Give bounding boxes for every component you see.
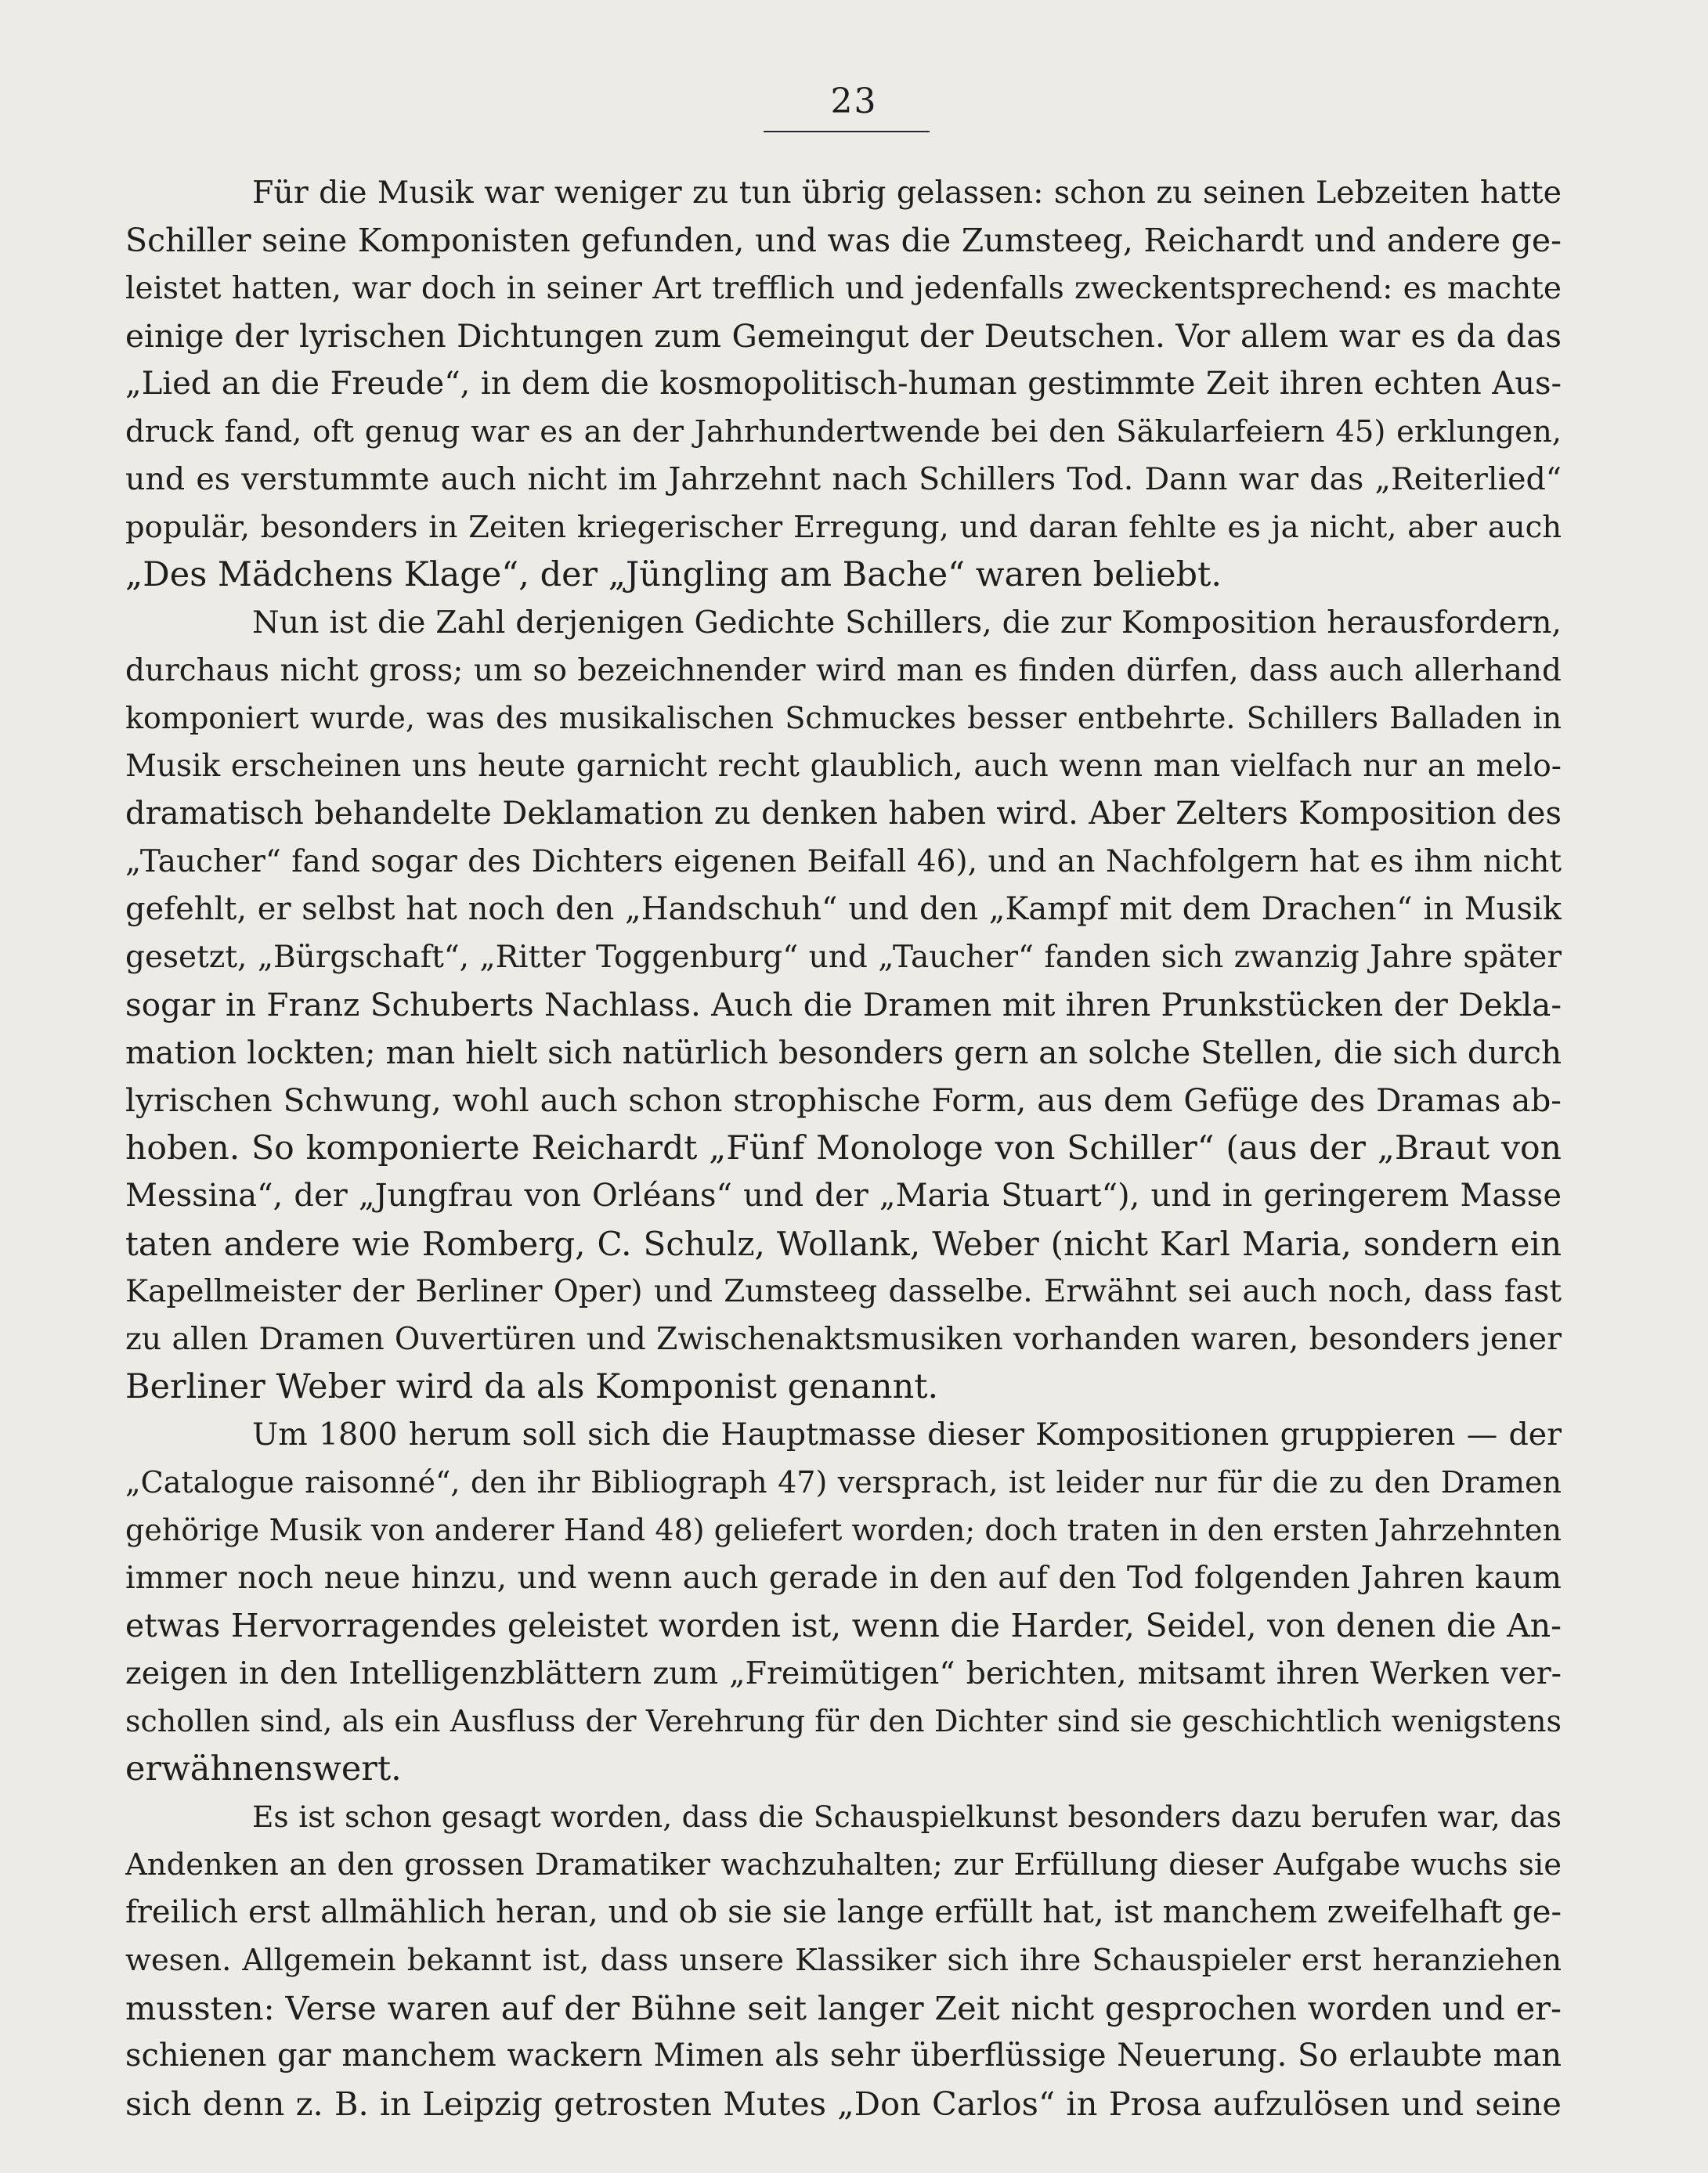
text-line: Kapellmeister der Berliner Oper) und Zumsteeg dasselbe. Erwähnt sei auch noch, dass fast bbox=[125, 1274, 1562, 1309]
text-line: sogar in Franz Schuberts Nachlass. Auch die Dramen mit ihren Prunkstücken der Dekla- bbox=[125, 986, 1562, 1023]
text-line: „Catalogue raisonné“, den ihr Bibliograph 47) versprach, ist leider nur für die zu den Dramen bbox=[125, 1465, 1562, 1500]
text-line: Nun ist die Zahl derjenigen Gedichte Schillers, die zur Komposition herausfordern, bbox=[252, 605, 1562, 641]
text-line: und es verstummte auch nicht im Jahrzehnt nach Schillers Tod. Dann war das „Reiterlied“ bbox=[125, 461, 1562, 497]
text-line: druck fand, oft genug war es an der Jahrhundertwende bei den Säkularfeiern 45) erklungen, bbox=[125, 414, 1562, 449]
text-line: „Taucher“ fand sogar des Dichters eigenen Beifall 46), und an Nachfolgern hat es ihm nicht bbox=[125, 844, 1562, 879]
text-line: Andenken an den grossen Dramatiker wachzuhalten; zur Erfüllung dieser Aufgabe wuchs sie bbox=[125, 1847, 1562, 1882]
text-line: lyrischen Schwung, wohl auch schon strophische Form, aus dem Gefüge des Dramas ab- bbox=[125, 1081, 1562, 1119]
text-line: gehörige Musik von anderer Hand 48) geliefert worden; doch traten in den ersten Jahrzehnten bbox=[125, 1513, 1562, 1547]
text-line: „Lied an die Freude“, in dem die kosmopolitisch-human gestimmte Zeit ihren echten Aus- bbox=[125, 366, 1562, 402]
text-line: schollen sind, als ein Ausfluss der Verehrung für den Dichter sind sie geschichtlich wenigstens bbox=[125, 1704, 1562, 1738]
text-line: wesen. Allgemein bekannt ist, dass unsere Klassiker sich ihre Schauspieler erst heranziehen bbox=[125, 1943, 1562, 1978]
text-line: Messina“, der „Jungfrau von Orléans“ und der „Maria Stuart“), und in geringerem Masse bbox=[125, 1178, 1562, 1214]
text-line: mation lockten; man hielt sich natürlich besonders gern an solche Stellen, die sich durch bbox=[125, 1034, 1562, 1071]
text-line: mussten: Verse waren auf der Bühne seit langer Zeit nicht gesprochen worden und er- bbox=[125, 1989, 1562, 2027]
text-line: taten andere wie Romberg, C. Schulz, Wollank, Weber (nicht Karl Maria, sondern ein bbox=[125, 1225, 1562, 1263]
text-line: freilich erst allmählich heran, und ob sie sie lange erfüllt hat, ist manchem zweifelhaft ge- bbox=[125, 1894, 1562, 1930]
text-line: hoben. So komponierte Reichardt „Fünf Monologe von Schiller“ (aus der „Braut von bbox=[125, 1129, 1562, 1168]
text-line: Es ist schon gesagt worden, dass die Schauspielkunst besonders dazu berufen war, das bbox=[252, 1799, 1562, 1834]
body-text bbox=[125, 169, 1562, 2128]
text-line: dramatisch behandelte Deklamation zu denken haben wird. Aber Zelters Komposition des bbox=[125, 796, 1562, 832]
text-line: „Des Mädchens Klage“, der „Jüngling am Bache“ waren beliebt. bbox=[125, 555, 1222, 594]
text-line: Schiller seine Komponisten gefunden, und was die Zumsteeg, Reichardt und andere ge- bbox=[125, 222, 1562, 259]
text-line: erwähnenswert. bbox=[125, 1749, 402, 1789]
text-line: durchaus nicht gross; um so bezeichnender wird man es finden dürfen, dass auch allerhand bbox=[125, 653, 1562, 688]
text-line: zu allen Dramen Ouvertüren und Zwischenaktsmusiken vorhanden waren, besonders jener bbox=[125, 1321, 1562, 1357]
text-line: zeigen in den Intelligenzblättern zum „Freimütigen“ berichten, mitsamt ihren Werken ver- bbox=[125, 1655, 1562, 1691]
paragraph-3 bbox=[125, 1411, 1562, 1793]
header-rule bbox=[764, 131, 930, 132]
paragraph-2 bbox=[125, 599, 1562, 1411]
text-line: populär, besonders in Zeiten kriegerischer Erregung, und daran fehlte es ja nicht, aber auch bbox=[125, 510, 1562, 545]
text-line: leistet hatten, war doch in seiner Art trefflich und jedenfalls zweckentsprechend: es machte bbox=[125, 271, 1562, 306]
text-line: Musik erscheinen uns heute garnicht recht glaublich, auch wenn man vielfach nur an melo- bbox=[125, 749, 1562, 784]
text-line: immer noch neue hinzu, und wenn auch gerade in den auf den Tod folgenden Jahren kaum bbox=[125, 1560, 1562, 1596]
text-line: komponiert wurde, was des musikalischen Schmuckes besser entbehrte. Schillers Balladen in bbox=[125, 701, 1562, 735]
page-number: 23 bbox=[830, 81, 878, 121]
text-line: Berliner Weber wird da als Komponist genannt. bbox=[125, 1367, 939, 1406]
text-line: etwas Hervorragendes geleistet worden ist, wenn die Harder, Seidel, von denen die An- bbox=[125, 1607, 1562, 1644]
text-line: gesetzt, „Bürgschaft“, „Ritter Toggenburg“ und „Taucher“ fanden sich zwanzig Jahre später bbox=[125, 940, 1562, 975]
paragraph-1 bbox=[125, 169, 1562, 599]
paragraph-4 bbox=[125, 1793, 1562, 2128]
text-line: sich denn z. B. in Leipzig getrosten Mutes „Don Carlos“ in Prosa aufzulösen und seine bbox=[125, 2085, 1562, 2123]
text-line: gefehlt, er selbst hat noch den „Handschuh“ und den „Kampf mit dem Drachen“ in Musik bbox=[125, 891, 1562, 927]
text-line: einige der lyrischen Dichtungen zum Gemeingut der Deutschen. Vor allem war es da das bbox=[125, 317, 1562, 355]
text-line: schienen gar manchem wackern Mimen als sehr überflüssige Neuerung. So erlaubte man bbox=[125, 2038, 1562, 2074]
text-line: Um 1800 herum soll sich die Hauptmasse dieser Kompositionen gruppieren — der bbox=[252, 1417, 1562, 1453]
text-line: Für die Musik war weniger zu tun übrig gelassen: schon zu seinen Lebzeiten hatte bbox=[252, 175, 1562, 211]
